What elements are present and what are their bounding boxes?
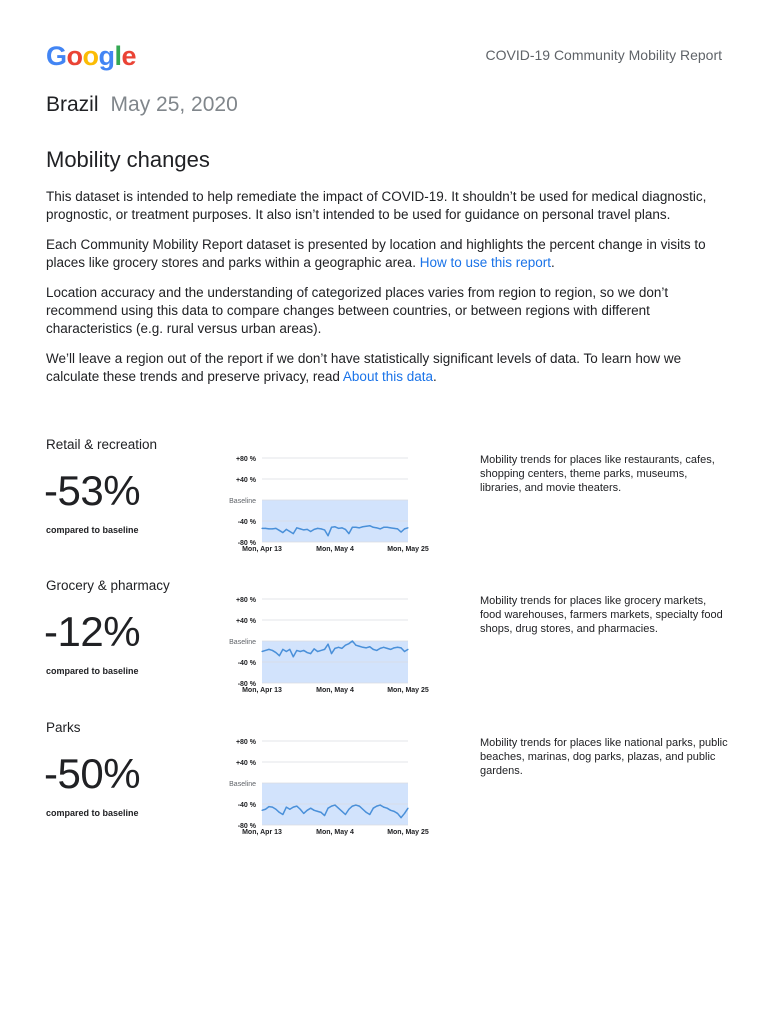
data-point <box>324 815 325 816</box>
data-point <box>265 809 266 810</box>
data-point <box>324 529 325 530</box>
data-point <box>407 649 408 650</box>
y-tick-label: -40 % <box>237 802 256 809</box>
y-tick-label: -80 % <box>237 681 256 688</box>
data-point <box>272 807 273 808</box>
x-tick-label: Mon, May 25 <box>387 546 429 553</box>
data-point <box>355 645 356 646</box>
data-point <box>404 528 405 529</box>
data-point <box>387 648 388 649</box>
country-name: Brazil <box>46 93 99 116</box>
data-point <box>314 648 315 649</box>
data-point <box>390 810 391 811</box>
data-point <box>369 646 370 647</box>
y-tick-label: -40 % <box>237 519 256 526</box>
how-to-use-link[interactable]: How to use this report <box>419 255 552 270</box>
y-tick-label: Baseline <box>229 498 256 505</box>
data-point <box>380 528 381 529</box>
data-point <box>279 655 280 656</box>
data-point <box>369 525 370 526</box>
logo-letter: g <box>98 41 115 71</box>
data-point <box>310 531 311 532</box>
data-point <box>307 810 308 811</box>
y-tick-label: +80 % <box>235 739 256 746</box>
data-point <box>366 526 367 527</box>
data-point <box>369 814 370 815</box>
data-point <box>393 528 394 529</box>
logo-letter: e <box>121 41 137 71</box>
data-point <box>407 808 408 809</box>
data-point <box>359 527 360 528</box>
category-percent-change: -12% <box>44 608 141 655</box>
data-point <box>314 810 315 811</box>
data-point <box>362 526 363 527</box>
trend-chart-retail <box>210 441 435 563</box>
data-point <box>341 648 342 649</box>
data-point <box>261 651 262 652</box>
data-point <box>341 527 342 528</box>
data-point <box>380 804 381 805</box>
data-point <box>376 527 377 528</box>
data-point <box>345 645 346 646</box>
data-point <box>265 528 266 529</box>
data-point <box>397 647 398 648</box>
trend-chart-grocery <box>210 582 435 704</box>
y-tick-label: +40 % <box>235 477 256 484</box>
x-tick-label: Mon, May 4 <box>316 687 354 694</box>
y-tick-label: Baseline <box>229 639 256 646</box>
data-point <box>282 649 283 650</box>
section-title: Mobility changes <box>46 147 210 172</box>
y-tick-label: +80 % <box>235 456 256 463</box>
data-point <box>352 640 353 641</box>
data-point <box>383 527 384 528</box>
data-point <box>320 650 321 651</box>
data-point <box>286 807 287 808</box>
data-point <box>317 811 318 812</box>
data-point <box>296 527 297 528</box>
category-parks <box>0 720 768 850</box>
report-header <box>46 40 722 72</box>
data-point <box>289 531 290 532</box>
data-point <box>331 806 332 807</box>
data-point <box>393 811 394 812</box>
data-point <box>282 814 283 815</box>
data-point <box>404 813 405 814</box>
data-point <box>355 804 356 805</box>
data-point <box>268 806 269 807</box>
data-point <box>307 652 308 653</box>
data-point <box>345 529 346 530</box>
data-point <box>314 529 315 530</box>
y-tick-label: -80 % <box>237 540 256 547</box>
data-point <box>397 813 398 814</box>
category-description: Mobility trends for places like national parks, public beaches, marinas, dog parks, plazas, and public gardens. <box>480 737 728 777</box>
data-point <box>348 533 349 534</box>
intro-paragraph-3: Location accuracy and the understanding of categorized places varies from region to region, so we don’t recommend using this data to compare changes between countries, or between regions with different characteristics (e.g. rural versus urban areas). <box>46 285 669 336</box>
data-point <box>289 649 290 650</box>
data-point <box>327 808 328 809</box>
data-point <box>261 810 262 811</box>
x-tick-label: Mon, May 25 <box>387 687 429 694</box>
data-point <box>366 812 367 813</box>
data-point <box>286 529 287 530</box>
category-name: Parks <box>46 720 81 735</box>
y-tick-label: -80 % <box>237 823 256 830</box>
data-point <box>275 652 276 653</box>
data-point <box>327 535 328 536</box>
data-point <box>317 528 318 529</box>
intro-paragraph-2: Each Community Mobility Report dataset is presented by location and highlights the percent change in visits to places like grocery stores and parks within a geographic area. How to use this report. <box>46 237 706 270</box>
data-point <box>286 651 287 652</box>
data-point <box>338 808 339 809</box>
data-point <box>317 651 318 652</box>
compared-to-baseline-label: compared to baseline <box>46 808 139 818</box>
data-point <box>352 527 353 528</box>
data-point <box>279 530 280 531</box>
data-point <box>293 656 294 657</box>
about-this-data-link[interactable]: About this data <box>342 369 433 384</box>
data-point <box>380 648 381 649</box>
intro-text <box>46 188 726 398</box>
category-description: Mobility trends for places like grocery markets, food warehouses, farmers markets, specialty food shops, drug stores, and pharmacies. <box>480 595 723 635</box>
data-point <box>324 649 325 650</box>
data-point <box>303 529 304 530</box>
data-point <box>282 532 283 533</box>
x-tick-label: Mon, Apr 13 <box>242 829 282 836</box>
data-point <box>345 814 346 815</box>
category-description: Mobility trends for places like restaurants, cafes, shopping centers, theme parks, museums, libraries, and movie theaters. <box>480 454 715 494</box>
data-point <box>362 809 363 810</box>
data-point <box>373 649 374 650</box>
y-tick-label: Baseline <box>229 781 256 788</box>
data-point <box>366 647 367 648</box>
report-date: May 25, 2020 <box>110 93 238 116</box>
data-point <box>331 527 332 528</box>
data-point <box>307 529 308 530</box>
compared-to-baseline-label: compared to baseline <box>46 666 139 676</box>
data-point <box>303 813 304 814</box>
compared-to-baseline-label: compared to baseline <box>46 525 139 535</box>
data-point <box>400 817 401 818</box>
data-point <box>348 809 349 810</box>
trend-chart-parks <box>210 724 435 846</box>
y-tick-label: -40 % <box>237 660 256 667</box>
intro-paragraph-1: This dataset is intended to help remediate the impact of COVID-19. It shouldn’t be used for medical diagnostic, prognostic, or treatment purposes. It also isn’t intended to be used for guidance on personal travel plans. <box>46 189 707 222</box>
data-point <box>300 651 301 652</box>
data-point <box>407 527 408 528</box>
x-tick-label: Mon, Apr 13 <box>242 546 282 553</box>
data-point <box>265 650 266 651</box>
category-percent-change: -50% <box>44 750 141 797</box>
data-point <box>275 528 276 529</box>
y-tick-label: +40 % <box>235 618 256 625</box>
data-point <box>355 527 356 528</box>
data-point <box>296 650 297 651</box>
data-point <box>334 804 335 805</box>
data-point <box>387 527 388 528</box>
x-tick-label: Mon, May 4 <box>316 546 354 553</box>
data-point <box>300 809 301 810</box>
data-point <box>310 808 311 809</box>
data-point <box>373 527 374 528</box>
x-tick-label: Mon, May 4 <box>316 829 354 836</box>
data-point <box>397 528 398 529</box>
category-retail-recreation <box>0 437 768 567</box>
data-point <box>383 807 384 808</box>
data-point <box>279 812 280 813</box>
data-point <box>268 649 269 650</box>
x-tick-label: Mon, May 25 <box>387 829 429 836</box>
location-line <box>46 92 238 118</box>
data-point <box>334 526 335 527</box>
data-point <box>289 809 290 810</box>
data-point <box>272 528 273 529</box>
data-point <box>387 808 388 809</box>
data-point <box>310 653 311 654</box>
data-point <box>393 647 394 648</box>
data-point <box>400 531 401 532</box>
data-point <box>373 808 374 809</box>
data-point <box>376 650 377 651</box>
x-tick-label: Mon, Apr 13 <box>242 687 282 694</box>
data-point <box>341 811 342 812</box>
data-point <box>383 647 384 648</box>
data-point <box>261 528 262 529</box>
category-name: Grocery & pharmacy <box>46 578 170 593</box>
data-point <box>338 528 339 529</box>
data-point <box>362 647 363 648</box>
report-title: COVID-19 Community Mobility Report <box>485 47 722 63</box>
data-point <box>293 533 294 534</box>
category-grocery-pharmacy <box>0 578 768 708</box>
logo-letter: l <box>114 41 122 71</box>
data-point <box>390 527 391 528</box>
data-point <box>300 528 301 529</box>
data-point <box>293 807 294 808</box>
data-point <box>331 653 332 654</box>
data-point <box>320 812 321 813</box>
data-point <box>272 650 273 651</box>
data-point <box>327 644 328 645</box>
data-point <box>390 649 391 650</box>
data-point <box>404 651 405 652</box>
data-point <box>376 806 377 807</box>
data-point <box>303 650 304 651</box>
data-point <box>359 806 360 807</box>
data-point <box>352 806 353 807</box>
category-name: Retail & recreation <box>46 437 158 452</box>
intro-paragraph-4: We’ll leave a region out of the report if we don’t have statistically significant levels of data. To learn how we calculate these trends and preserve privacy, read About this data. <box>46 351 682 384</box>
data-point <box>320 528 321 529</box>
data-point <box>334 648 335 649</box>
y-tick-label: +80 % <box>235 597 256 604</box>
logo-letter: G <box>46 41 67 71</box>
category-percent-change: -53% <box>44 467 141 514</box>
logo-letter: o <box>66 41 83 71</box>
y-tick-label: +40 % <box>235 760 256 767</box>
data-point <box>275 809 276 810</box>
data-point <box>268 528 269 529</box>
data-point <box>359 646 360 647</box>
data-point <box>338 647 339 648</box>
data-point <box>400 647 401 648</box>
logo-letter: o <box>82 41 99 71</box>
data-point <box>348 643 349 644</box>
data-point <box>296 806 297 807</box>
google-logo <box>46 40 136 72</box>
